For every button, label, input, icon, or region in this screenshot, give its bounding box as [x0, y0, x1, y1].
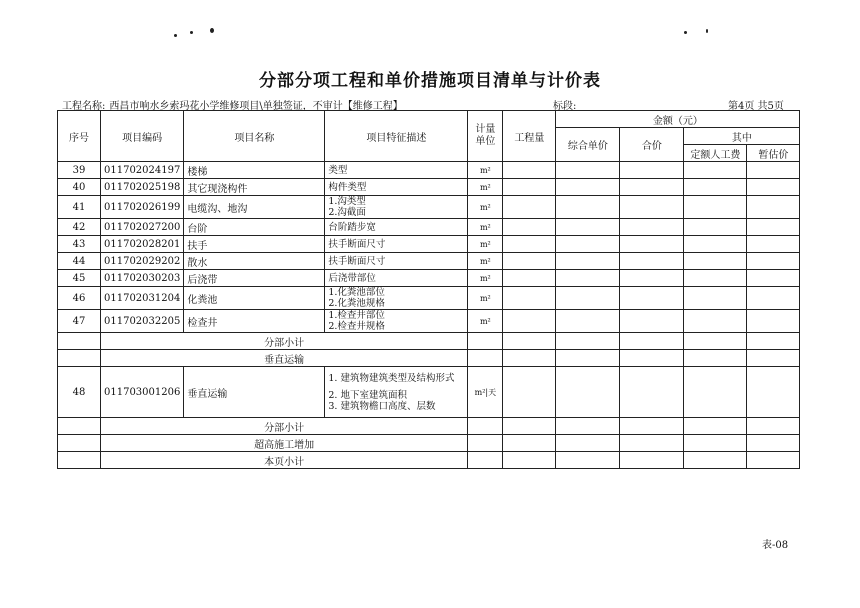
table-row — [58, 179, 800, 196]
amount-cell — [556, 310, 620, 333]
amount-cell — [684, 287, 747, 310]
page-subtotal-row-label: 本页小计 — [101, 452, 468, 469]
amount-cell — [747, 253, 800, 270]
desc-line: 构件类型 — [328, 181, 367, 193]
amount-cell — [684, 418, 747, 435]
header-seq: 序号 — [58, 111, 101, 162]
subtotal-row-label: 分部小计 — [101, 333, 468, 350]
project-label: 工程名称: — [62, 101, 106, 112]
header-labor: 定额人工费 — [684, 145, 747, 162]
desc-cell — [325, 162, 468, 179]
header-total: 合价 — [620, 128, 684, 162]
row-name: 后浇带 — [184, 270, 325, 287]
amount-cell — [747, 196, 800, 219]
amount-cell — [620, 367, 684, 418]
desc-line: 2. 地下室建筑面积 — [328, 389, 407, 401]
header-amount: 金额（元） — [556, 111, 800, 128]
amount-cell — [620, 452, 684, 469]
desc-line: 1. 建筑物建筑类型及结构形式 — [328, 372, 455, 384]
blank-cell — [58, 435, 101, 452]
amount-cell — [503, 418, 556, 435]
amount-cell — [747, 162, 800, 179]
amount-cell — [747, 350, 800, 367]
amount-cell — [503, 452, 556, 469]
amount-cell — [684, 270, 747, 287]
amount-cell — [620, 333, 684, 350]
blank-cell — [58, 452, 101, 469]
desc-line: 类型 — [328, 164, 348, 176]
table-row — [58, 253, 800, 270]
desc-cell — [325, 219, 468, 236]
row-name: 楼梯 — [184, 162, 325, 179]
row-unit: m² — [468, 236, 503, 253]
amount-cell — [620, 270, 684, 287]
header-name: 项目名称 — [184, 111, 325, 162]
amount-cell — [503, 253, 556, 270]
amount-cell — [747, 310, 800, 333]
amount-cell — [747, 270, 800, 287]
blank-cell — [58, 418, 101, 435]
pricing-table — [57, 110, 800, 469]
row-code: 011702030203 — [101, 270, 184, 287]
amount-cell — [503, 196, 556, 219]
desc-line: 1.检查井部位 — [328, 310, 385, 321]
row-unit: m² — [468, 287, 503, 310]
amount-cell — [684, 350, 747, 367]
row-unit: m² — [468, 219, 503, 236]
row-seq: 39 — [58, 162, 101, 179]
row-seq: 48 — [58, 367, 101, 418]
desc-cell — [325, 253, 468, 270]
row-name: 扶手 — [184, 236, 325, 253]
header-code: 项目编码 — [101, 111, 184, 162]
amount-cell — [620, 219, 684, 236]
row-seq: 45 — [58, 270, 101, 287]
amount-cell — [684, 196, 747, 219]
amount-cell — [556, 270, 620, 287]
row-code: 011702028201 — [101, 236, 184, 253]
row-unit: m² — [468, 270, 503, 287]
amount-cell — [556, 162, 620, 179]
amount-cell — [556, 253, 620, 270]
desc-line: 1.化粪池部位 — [328, 287, 385, 298]
blank-cell — [468, 350, 503, 367]
row-code: 011702026199 — [101, 196, 184, 219]
desc-cell — [325, 236, 468, 253]
subtotal-row — [58, 333, 800, 350]
desc-line: 后浇带部位 — [328, 272, 376, 284]
amount-cell — [503, 367, 556, 418]
row-unit: m² — [468, 162, 503, 179]
amount-cell — [747, 287, 800, 310]
amount-cell — [556, 219, 620, 236]
row-unit: m² — [468, 310, 503, 333]
desc-line: 扶手断面尺寸 — [328, 238, 386, 250]
amount-cell — [503, 333, 556, 350]
amount-cell — [503, 219, 556, 236]
amount-cell — [620, 418, 684, 435]
desc-cell — [325, 179, 468, 196]
blank-cell — [468, 452, 503, 469]
blank-cell — [468, 435, 503, 452]
blank-cell — [468, 418, 503, 435]
row-seq: 42 — [58, 219, 101, 236]
row-code: 011702032205 — [101, 310, 184, 333]
amount-cell — [747, 418, 800, 435]
amount-cell — [747, 452, 800, 469]
amount-cell — [620, 196, 684, 219]
table-row — [58, 310, 800, 333]
section-row-label: 超高施工增加 — [101, 435, 468, 452]
desc-line: 3. 建筑物檐口高度、层数 — [328, 400, 436, 412]
amount-cell — [684, 236, 747, 253]
page-info: 第4页 共5页 — [728, 101, 784, 112]
amount-cell — [747, 179, 800, 196]
desc-cell — [325, 287, 468, 310]
amount-cell — [620, 179, 684, 196]
amount-cell — [620, 435, 684, 452]
amount-cell — [620, 236, 684, 253]
header-unit-price: 综合单价 — [556, 128, 620, 162]
row-seq: 41 — [58, 196, 101, 219]
table-row — [58, 270, 800, 287]
desc-line: 2.检查井规格 — [328, 321, 385, 332]
table-row — [58, 367, 800, 418]
blank-cell — [58, 333, 101, 350]
subtotal-row-label: 分部小计 — [101, 418, 468, 435]
section-label: 标段: — [553, 101, 577, 112]
desc-cell — [325, 367, 468, 418]
table-row — [58, 236, 800, 253]
row-name: 检查井 — [184, 310, 325, 333]
row-code: 011702027200 — [101, 219, 184, 236]
amount-cell — [620, 310, 684, 333]
table-row — [58, 219, 800, 236]
header-among: 其中 — [684, 128, 800, 145]
form-code: 表-08 — [762, 540, 789, 551]
amount-cell — [620, 253, 684, 270]
section-row-label: 垂直运输 — [101, 350, 468, 367]
amount-cell — [503, 435, 556, 452]
row-name: 垂直运输 — [184, 367, 325, 418]
row-code: 011702025198 — [101, 179, 184, 196]
amount-cell — [556, 287, 620, 310]
table-body — [58, 162, 800, 469]
amount-cell — [684, 452, 747, 469]
page-subtotal-row — [58, 452, 800, 469]
amount-cell — [684, 253, 747, 270]
row-seq: 46 — [58, 287, 101, 310]
amount-cell — [747, 333, 800, 350]
row-name: 台阶 — [184, 219, 325, 236]
table-row — [58, 196, 800, 219]
amount-cell — [747, 435, 800, 452]
row-code: 011703001206 — [101, 367, 184, 418]
row-name: 其它现浇构件 — [184, 179, 325, 196]
table-row — [58, 287, 800, 310]
project-name: 西昌市响水乡索玛花小学维修项目\单独签证，不审计【维修工程】 — [109, 101, 403, 112]
blank-cell — [58, 350, 101, 367]
amount-cell — [556, 196, 620, 219]
amount-cell — [556, 350, 620, 367]
amount-cell — [620, 162, 684, 179]
desc-cell — [325, 196, 468, 219]
row-seq: 47 — [58, 310, 101, 333]
row-unit: m² — [468, 196, 503, 219]
row-unit: m² — [468, 179, 503, 196]
amount-cell — [556, 452, 620, 469]
amount-cell — [747, 219, 800, 236]
amount-cell — [684, 179, 747, 196]
desc-line: 台阶踏步宽 — [328, 221, 376, 233]
subtotal-row — [58, 418, 800, 435]
amount-cell — [503, 350, 556, 367]
amount-cell — [503, 179, 556, 196]
row-name: 化粪池 — [184, 287, 325, 310]
amount-cell — [747, 236, 800, 253]
amount-cell — [503, 162, 556, 179]
desc-line: 2.沟截面 — [328, 207, 366, 218]
amount-cell — [556, 435, 620, 452]
desc-line: 1.沟类型 — [328, 196, 366, 207]
amount-cell — [556, 367, 620, 418]
desc-line: 2.化粪池规格 — [328, 298, 385, 309]
table-row — [58, 162, 800, 179]
row-name: 散水 — [184, 253, 325, 270]
amount-cell — [556, 179, 620, 196]
amount-cell — [684, 310, 747, 333]
desc-cell — [325, 310, 468, 333]
amount-cell — [684, 435, 747, 452]
row-seq: 44 — [58, 253, 101, 270]
amount-cell — [684, 367, 747, 418]
amount-cell — [620, 350, 684, 367]
section-row — [58, 435, 800, 452]
row-code: 011702031204 — [101, 287, 184, 310]
amount-cell — [556, 333, 620, 350]
desc-line: 扶手断面尺寸 — [328, 255, 386, 267]
header-desc: 项目特征描述 — [325, 111, 468, 162]
amount-cell — [747, 367, 800, 418]
section-row — [58, 350, 800, 367]
amount-cell — [503, 236, 556, 253]
row-unit: m² — [468, 253, 503, 270]
amount-cell — [684, 162, 747, 179]
row-code: 011702024197 — [101, 162, 184, 179]
amount-cell — [503, 287, 556, 310]
row-name: 电缆沟、地沟 — [184, 196, 325, 219]
desc-cell — [325, 270, 468, 287]
row-seq: 43 — [58, 236, 101, 253]
amount-cell — [684, 219, 747, 236]
header-unit: 计量单位 — [468, 111, 503, 162]
amount-cell — [556, 418, 620, 435]
row-seq: 40 — [58, 179, 101, 196]
page-title: 分部分项工程和单价措施项目清单与计价表 — [259, 71, 601, 91]
amount-cell — [684, 333, 747, 350]
row-code: 011702029202 — [101, 253, 184, 270]
amount-cell — [620, 287, 684, 310]
blank-cell — [468, 333, 503, 350]
amount-cell — [556, 236, 620, 253]
row-unit: m²|天 — [468, 367, 503, 418]
header-qty: 工程量 — [503, 111, 556, 162]
amount-cell — [503, 270, 556, 287]
amount-cell — [503, 310, 556, 333]
header-provisional: 暂估价 — [747, 145, 800, 162]
